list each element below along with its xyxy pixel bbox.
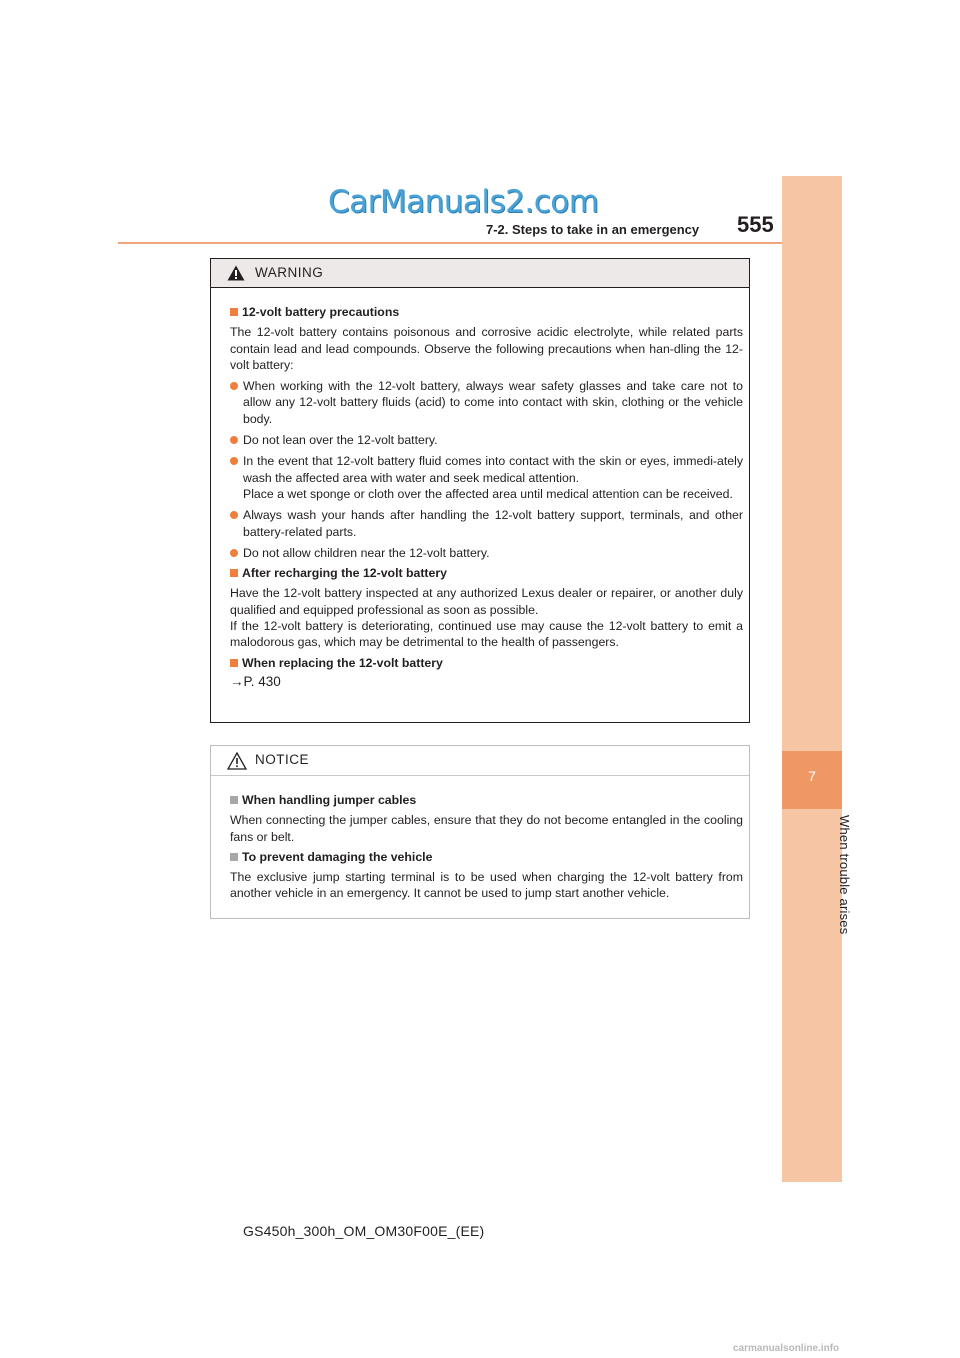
warning-triangle-icon (227, 265, 245, 286)
warning-header (211, 259, 749, 288)
notice-box (210, 745, 750, 919)
header-divider (118, 242, 782, 244)
list-item: Always wash your hands after handling the 12-volt battery support, terminals, and other battery-related parts. (228, 507, 743, 540)
section-title: 7-2. Steps to take in an emergency (486, 222, 700, 237)
chapter-title: When trouble arises (837, 815, 852, 935)
section-heading: After recharging the 12-volt battery (228, 565, 743, 581)
notice-title: NOTICE (255, 752, 310, 767)
section-heading: When replacing the 12-volt battery (228, 655, 743, 671)
bullet-dot-icon (230, 457, 238, 465)
chapter-side-tab[interactable] (782, 176, 842, 1182)
list-item: In the event that 12-volt battery fluid comes into contact with the skin or eyes, immedi-ately wash the affected area with water and seek medical attention. Place a wet sponge or cloth over the affected area until medical attention can be received. (228, 453, 743, 502)
notice-triangle-icon (227, 752, 247, 775)
bullet-dot-icon (230, 382, 238, 390)
warning-title: WARNING (255, 265, 324, 280)
square-bullet-icon (230, 308, 238, 316)
section-text: Have the 12-volt battery inspected at any authorized Lexus dealer or repairer, or another duly qualified and equipped professional as soon as possible. If the 12-volt battery is deteriorating, continued use may cause the 12-volt battery to emit a malodorous gas, which may be detrimental to the health of passengers. (230, 586, 743, 650)
notice-header (211, 746, 749, 776)
list-item: Do not lean over the 12-volt battery. (228, 432, 743, 448)
list-item: Do not allow children near the 12-volt battery. (228, 545, 743, 561)
square-bullet-icon (230, 853, 238, 861)
document-code: GS450h_300h_OM_OM30F00E_(EE) (243, 1223, 485, 1239)
bullet-dot-icon (230, 549, 238, 557)
page-number: 555 (737, 212, 774, 237)
square-bullet-icon (230, 659, 238, 667)
bullet-dot-icon (230, 511, 238, 519)
square-bullet-icon (230, 569, 238, 577)
watermark-carmanuals2: CarManuals2.com (328, 184, 599, 220)
square-bullet-icon (230, 796, 238, 804)
section-text: The 12-volt battery contains poisonous and corrosive acidic electrolyte, while related parts contain lead and lead compounds. Observe the following precautions when han-dling the 12-volt battery: (230, 325, 743, 372)
page-reference-link[interactable]: →P. 430 (230, 673, 281, 689)
list-item: When working with the 12-volt battery, always wear safety glasses and take care not to allow any 12-volt battery fluids (acid) to come into contact with skin, clothing or the vehicle body. (228, 378, 743, 427)
chapter-number: 7 (808, 768, 816, 784)
section-text: When connecting the jumper cables, ensure that they do not become entangled in the cooling fans or belt. (230, 813, 743, 844)
section-heading: When handling jumper cables (228, 792, 743, 808)
watermark-carmanualsonline: carmanualsonline.info (733, 1343, 840, 1354)
section-text: The exclusive jump starting terminal is to be used when charging the 12-volt battery from another vehicle in an emergency. It cannot be used to jump start another vehicle. (230, 870, 743, 901)
warning-box (210, 258, 750, 723)
section-heading: To prevent damaging the vehicle (228, 849, 743, 865)
section-heading: 12-volt battery precautions (228, 304, 743, 320)
bullet-dot-icon (230, 436, 238, 444)
